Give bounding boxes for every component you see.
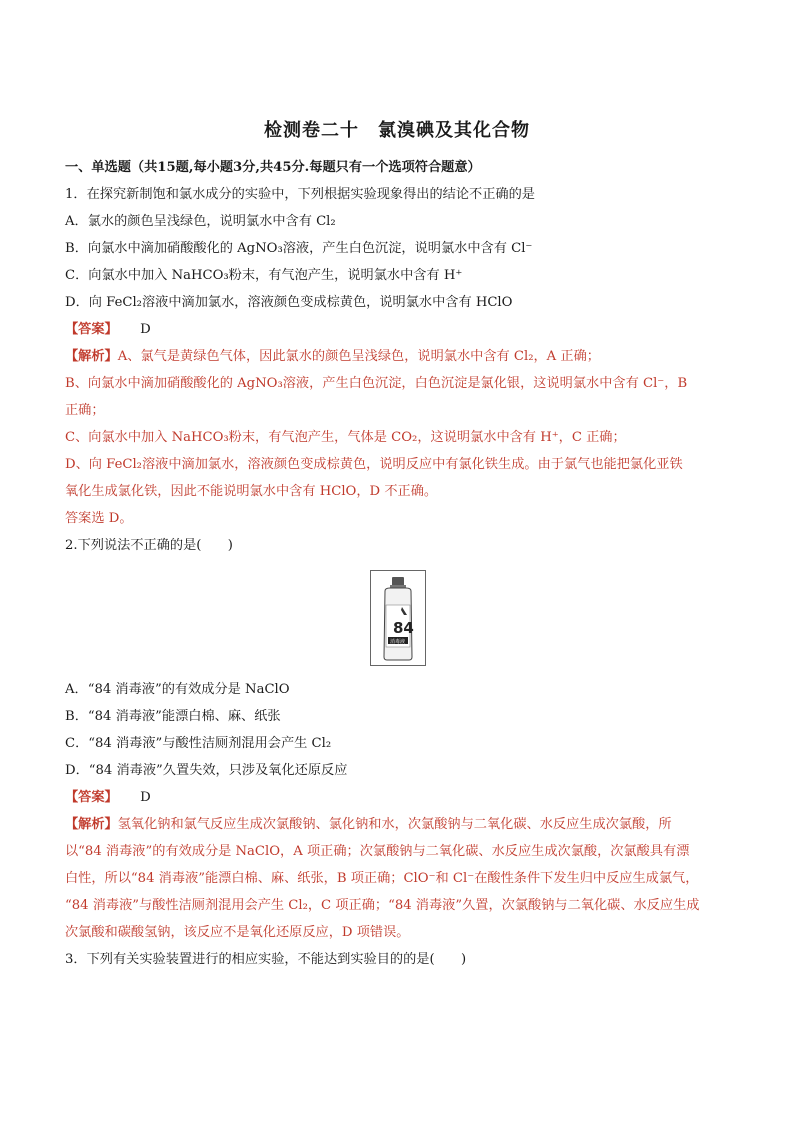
q2-analysis-line: “84 消毒液”与酸性洁厕剂混用会产生 Cl₂，C 项正确；“84 消毒液”久置，次氯酸钠与二氧化碳、水反应生成 xyxy=(65,898,700,913)
q1-analysis-line: 氧化生成氯化铁，因此不能说明氯水中含有 HClO，D 不正确。 xyxy=(65,484,438,499)
q2-analysis-tag: 【解析】 xyxy=(65,817,118,832)
q1-option-d: D．向 FeCl₂溶液中滴加氯水，溶液颜色变成棕黄色，说明氯水中含有 HClO xyxy=(65,295,513,310)
q1-analysis-line: C、向氯水中加入 NaHCO₃粉末，有气泡产生，气体是 CO₂，这说明氯水中含有 H⁺，C 正确； xyxy=(65,430,626,445)
q2-analysis-line: 氢氧化钠和氯气反应生成次氯酸钠、氯化钠和水，次氯酸钠与二氧化碳、水反应生成次氯酸，所 xyxy=(117,817,672,832)
q2-analysis-row-1 xyxy=(65,816,735,834)
q1-answer-tag: 【答案】 xyxy=(65,322,118,337)
q1-analysis-row-1 xyxy=(65,348,735,366)
q2-option-b: B．“84 消毒液”能漂白棉、麻、纸张 xyxy=(65,709,281,724)
q1-stem: 1．在探究新制饱和氯水成分的实验中，下列根据实验现象得出的结论不正确的是 xyxy=(65,187,535,202)
q1-analysis-line: 正确； xyxy=(65,403,105,418)
q1-option-b: B．向氯水中滴加硝酸酸化的 AgNO₃溶液，产生白色沉淀，说明氯水中含有 Cl⁻ xyxy=(65,241,533,256)
q2-stem: 2.下列说法不正确的是( ) xyxy=(65,538,233,553)
q1-option-a: A．氯水的颜色呈浅绿色，说明氯水中含有 Cl₂ xyxy=(65,214,336,229)
q1-option-c: C．向氯水中加入 NaHCO₃粉末，有气泡产生，说明氯水中含有 H⁺ xyxy=(65,268,463,283)
q2-analysis-line: 次氯酸和碳酸氢钠，该反应不是氧化还原反应，D 项错误。 xyxy=(65,925,410,940)
q1-conclusion: 答案选 D。 xyxy=(65,511,133,526)
q1-analysis-line: D、向 FeCl₂溶液中滴加氯水，溶液颜色变成棕黄色，说明反应中有氯化铁生成。由于氯气也能把氯化亚铁 xyxy=(65,457,683,472)
q1-analysis-line: B、向氯水中滴加硝酸酸化的 AgNO₃溶液，产生白色沉淀，白色沉淀是氯化银，这说明氯水中含有 Cl⁻，B xyxy=(65,376,688,391)
section-heading: 一、单选题（共15题,每小题3分,共45分.每题只有一个选项符合题意） xyxy=(65,160,481,175)
q2-option-d: D．“84 消毒液”久置失效，只涉及氧化还原反应 xyxy=(65,763,348,778)
q1-analysis-tag: 【解析】 xyxy=(65,349,118,364)
q2-analysis-line: 白性，所以“84 消毒液”能漂白棉、麻、纸张，B 项正确；ClO⁻和 Cl⁻在酸性条件下发生归中反应生成氯气， xyxy=(65,871,699,886)
q2-option-c: C．“84 消毒液”与酸性洁厕剂混用会产生 Cl₂ xyxy=(65,736,332,751)
q3-stem: 3．下列有关实验装置进行的相应实验，不能达到实验目的的是( ) xyxy=(65,952,467,967)
q2-answer-row xyxy=(65,789,735,807)
q1-analysis-line: A、氯气是黄绿色气体，因此氯水的颜色呈浅绿色，说明氯水中含有 Cl₂，A 正确； xyxy=(117,349,600,364)
q1-answer-value: D xyxy=(140,322,151,337)
q2-answer-value: D xyxy=(140,790,151,805)
q2-analysis-line: 以“84 消毒液”的有效成分是 NaClO，A 项正确；次氯酸钠与二氧化碳、水反应生成次氯酸，次氯酸具有漂 xyxy=(65,844,690,859)
q2-answer-tag: 【答案】 xyxy=(65,790,118,805)
bottle-label-text: 84 xyxy=(393,619,414,637)
bottle-caption-text: 消毒液 xyxy=(390,639,406,645)
disinfectant-bottle-image xyxy=(370,570,426,666)
q1-answer-row xyxy=(65,321,735,339)
page-title: 检测卷二十 氯溴碘及其化合物 xyxy=(264,120,530,141)
bottle-icon xyxy=(371,571,425,665)
q2-option-a: A．“84 消毒液”的有效成分是 NaClO xyxy=(65,682,290,697)
